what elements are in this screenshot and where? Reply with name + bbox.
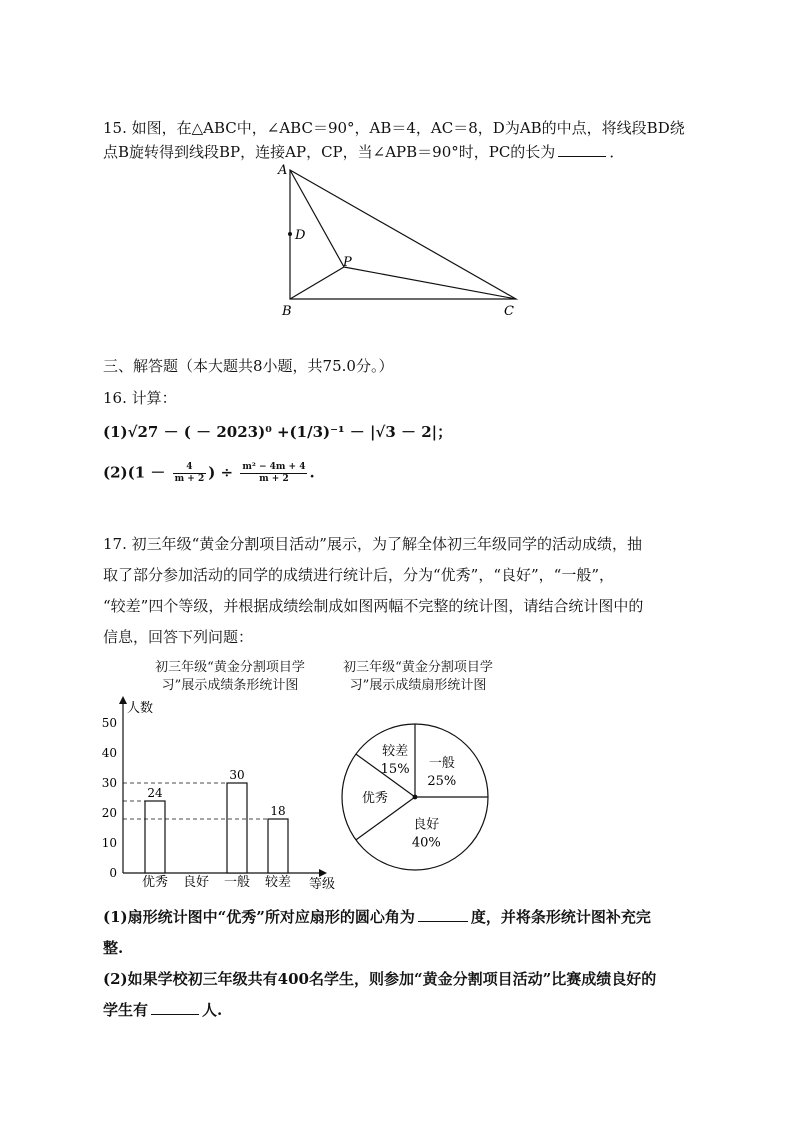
y-axis-arrow	[119, 696, 127, 704]
q17-sub2-line2	[103, 1000, 222, 1020]
q17-line1: 17. 初三年级“黄金分割项目活动”展示，为了解全体初三年级同学的活动成绩，抽	[103, 535, 642, 553]
segment-pc	[344, 267, 516, 299]
q15-line2	[103, 142, 624, 162]
q17-sub2-text: 学生有	[103, 1001, 149, 1019]
q15-line2-end: ．	[609, 143, 625, 161]
label-c: C	[504, 304, 514, 319]
q17-sub2-line1: (2)如果学校初三年级共有400名学生，则参加“黄金分割项目活动”比赛成绩良好的	[103, 970, 657, 988]
x-tick-label: 良好	[182, 875, 210, 890]
x-tick-label: 较差	[264, 875, 292, 890]
q16-part2-mid: ) ÷	[208, 463, 234, 482]
q15-answer-blank[interactable]	[558, 142, 606, 157]
pie-chart-title	[328, 659, 508, 695]
bar-data-label: 24	[147, 786, 163, 800]
y-tick-label: 20	[101, 806, 117, 820]
q16-part2	[103, 462, 315, 485]
q16-part1: (1)√27 － ( － 2023)⁰ +(1/3)⁻¹ － |√3 － 2|；	[103, 423, 453, 441]
point-d	[288, 232, 292, 236]
segment-ap	[290, 170, 344, 267]
pie-slice-label: 良好	[413, 817, 440, 833]
q16-fraction-1	[173, 462, 207, 485]
pie-slice-label: 一般	[428, 756, 455, 772]
bar-chart-title-line1: 初三年级“黄金分割项目学	[155, 660, 305, 675]
fraction-2-denominator: m + 2	[259, 474, 289, 484]
q17-sub1-text: (1)扇形统计图中“优秀”所对应扇形的圆心角为	[103, 908, 415, 926]
label-p: P	[343, 255, 352, 270]
fraction-1-denominator: m + 2	[174, 474, 205, 484]
q17-sub1-line2: 整.	[103, 939, 124, 957]
q16-title: 16. 计算：	[103, 389, 177, 407]
q17-line3: “较差”四个等级，并根据成绩绘制成如图两幅不完整的统计图，请结合统计图中的	[103, 597, 644, 615]
x-tick-label: 优秀	[141, 875, 169, 890]
label-d: D	[295, 228, 306, 243]
label-b: B	[282, 304, 292, 319]
bar	[227, 783, 247, 873]
y-tick-label: 0	[109, 866, 117, 880]
section3-heading: 三、解答题（本大题共8小题，共75.0分。）	[103, 357, 394, 375]
pie-slice-percent: 25%	[427, 774, 457, 790]
q15-triangle-figure	[270, 160, 540, 320]
q17-sub1-line1	[103, 907, 651, 927]
fraction-2-numerator: m² − 4m + 4	[242, 462, 306, 472]
q15-line1: 15. 如图，在△ABC中，∠ABC＝90°，AB＝4，AC＝8，D为AB的中点，将线段BD绕	[103, 119, 685, 137]
bar	[268, 819, 288, 873]
x-axis-label: 等级	[309, 877, 336, 892]
x-axis-arrow	[319, 869, 327, 877]
q17-line4: 信息，回答下列问题：	[103, 628, 254, 646]
y-tick-label: 30	[101, 776, 117, 790]
y-tick-label: 50	[101, 716, 117, 730]
y-axis-label: 人数	[127, 701, 154, 716]
q16-part2-prefix: (2)(1 －	[103, 463, 166, 482]
bar-chart-title-line2: 习”展示成绩条形统计图	[161, 678, 299, 693]
q16-fraction-2	[240, 462, 307, 485]
pie-slice-percent: 15%	[380, 761, 410, 777]
bar	[145, 801, 165, 873]
pie-slice-percent: 40%	[411, 835, 441, 851]
fraction-1-numerator: 4	[173, 462, 207, 474]
q17-sub1-answer-blank[interactable]	[418, 907, 468, 922]
pie-chart-title-line1: 初三年级“黄金分割项目学	[343, 660, 493, 675]
q17-line2: 取了部分参加活动的同学的成绩进行统计后，分为“优秀”，“良好”，“一般”，	[103, 566, 615, 584]
y-tick-label: 10	[101, 836, 117, 850]
q16-part2-suffix: .	[309, 463, 315, 482]
label-a: A	[278, 163, 288, 178]
segment-bp	[290, 267, 344, 299]
triangle-abc	[290, 170, 516, 299]
bar-data-label: 18	[270, 804, 286, 818]
pie-slice-label: 优秀	[361, 791, 388, 806]
bar-data-label: 30	[229, 768, 245, 782]
pie-slice-label: 较差	[382, 743, 409, 759]
x-tick-label: 一般	[223, 875, 251, 890]
bar-chart	[95, 690, 345, 895]
q17-sub2-answer-blank[interactable]	[151, 1000, 199, 1015]
q17-sub2-text-end: 人.	[202, 1001, 223, 1019]
q17-sub1-text-end: 度，并将条形统计图补充完	[470, 908, 651, 926]
pie-chart-title-line2: 习”展示成绩扇形统计图	[349, 678, 487, 693]
pie-chart	[335, 715, 500, 880]
y-tick-label: 40	[101, 746, 117, 760]
q15-line2-text: 点B旋转得到线段BP，连接AP，CP，当∠APB＝90°时，PC的长为	[103, 143, 556, 161]
pie-center-dot	[413, 795, 418, 800]
